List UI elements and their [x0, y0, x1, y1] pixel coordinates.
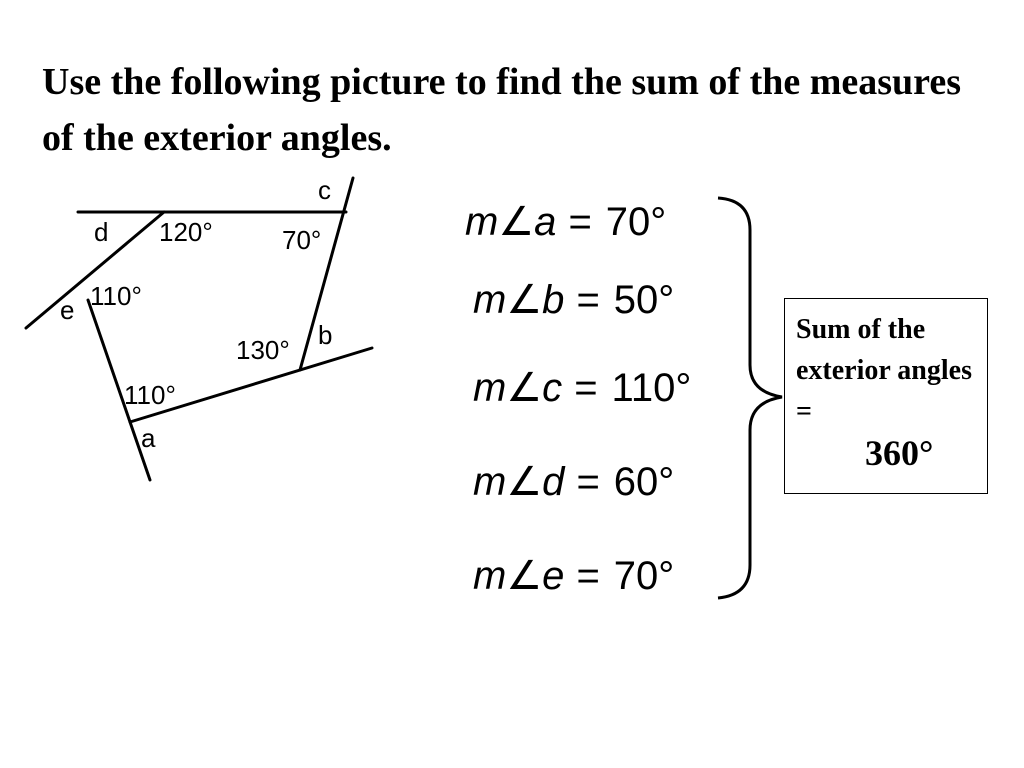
equation-value: 60°: [613, 460, 675, 504]
equation-label: m∠e: [473, 554, 565, 598]
vertex-label-e: e: [60, 295, 75, 325]
equals-sign: =: [576, 554, 600, 598]
equals-sign: =: [574, 366, 598, 410]
equation-value: 110°: [611, 366, 692, 410]
sum-description: Sum of the exterior angles =: [796, 314, 972, 427]
vertex-label-b: b: [318, 320, 333, 350]
problem-title: Use the following picture to find the sum of the measures of the exterior angles.: [42, 61, 961, 159]
angle-label-120: 120°: [159, 217, 213, 247]
equation-value: 70°: [613, 554, 675, 598]
angle-label-110-left: 110°: [90, 281, 142, 311]
sum-value: 360°: [865, 433, 934, 473]
brace-path: [718, 198, 782, 598]
angle-label-110-bottom: 110°: [124, 380, 176, 410]
equation-value: 70°: [605, 200, 667, 244]
vertex-label-c: c: [318, 175, 331, 205]
angle-label-70: 70°: [282, 225, 322, 255]
equals-sign: =: [568, 200, 592, 244]
equation-label: m∠b: [473, 278, 565, 322]
vertex-label-d: d: [94, 217, 109, 247]
sum-result-box: [784, 298, 988, 494]
equation-label: m∠c: [473, 366, 563, 410]
equation-value: 50°: [613, 278, 675, 322]
equation-label: m∠d: [473, 460, 565, 504]
vertex-label-a: a: [141, 423, 156, 453]
angle-label-130: 130°: [236, 335, 290, 365]
equation-label: m∠a: [465, 200, 557, 244]
equals-sign: =: [576, 278, 600, 322]
equals-sign: =: [576, 460, 600, 504]
